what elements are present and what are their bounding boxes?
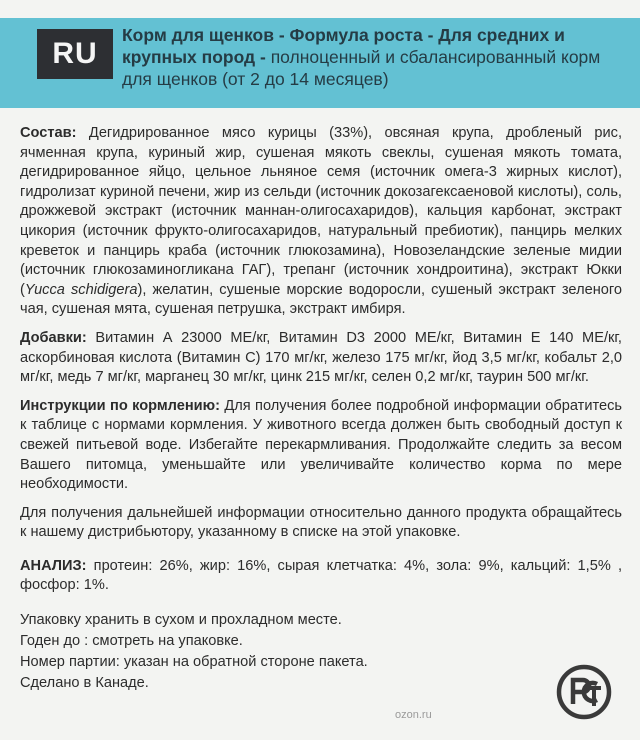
composition-label: Состав: xyxy=(20,125,77,141)
product-title xyxy=(122,24,627,90)
certification-mark-icon xyxy=(556,664,612,720)
watermark: ozon.ru xyxy=(395,709,432,721)
composition-latin-name: Yucca schidigera xyxy=(24,281,138,298)
additives-label: Добавки: xyxy=(20,329,87,346)
additives-text: Витамин А 23000 МЕ/кг, Витамин D3 2000 МЕ/кг, Витамин Е 140 МЕ/кг, аскорбиновая кислота (Витамин С) 170 мг/кг, железо 175 мг/кг, йод 3,5 мг/кг, кобальт 2,0 мг/кг, медь 7 мг/кг, марганец 30 мг/кг, цинк 215 мг/кг, селен 0,2 мг/кг, таурин 500 мг/кг. xyxy=(20,329,622,386)
analysis-text: протеин: 26%, жир: 16%, сырая клетчатка: 4%, зола: 9%, кальций: 1,5% , фосфор: 1%. xyxy=(20,557,622,594)
storage-made-in: Сделано в Канаде. xyxy=(20,675,149,692)
composition-text-end: ), желатин, сушеные морские водоросли, сушеный экстракт зеленого чая, сушеная мята, сушеная петрушка, экстракт имбиря. xyxy=(20,281,622,318)
storage-info xyxy=(20,610,622,694)
feeding-label: Инструкции по кормлению: xyxy=(20,397,220,414)
analysis-section xyxy=(20,557,622,596)
language-badge: RU xyxy=(37,29,113,79)
composition-text: Дегидрированное мясо курицы (33%), овсяная крупа, дробленый рис, ячменная крупа, куриный жир, сушеная мякоть свеклы, сушеная мякоть томата, дегидрированное яйцо, цельное льняное семя (источник омега-3 жирных кислот), гидролизат куриной печени, жир из сельди (источник докозагексаеновой кислоты), соль, дрожжевой экстракт (источник маннан-олигосахаридов), кальция карбонат, экстракт цикория (источник фрукто-олигосахаридов, натуральный пребиотик), панцирь мелких креветок и панцирь краба (источник глюкозамина), Новозеландские зеленые мидии (источник глюкозаминогликана ГАГ), трепанг (источник хондроитина), экстракт Юкки ( xyxy=(20,125,622,298)
product-title-bold: Корм для щенков - Формула роста - Для средних и крупных пород - xyxy=(122,25,565,67)
storage-keep: Упаковку хранить в сухом и прохладном месте. xyxy=(20,612,342,629)
analysis-label: АНАЛИЗ: xyxy=(20,557,87,574)
feeding-section xyxy=(20,397,622,495)
product-title-regular: полноценный и сбалансированный корм для щенков (от 2 до 14 месяцев) xyxy=(122,47,601,89)
feeding-text: Для получения более подробной информации обратитесь к таблице с нормами кормления. У животного всегда должен быть свободный доступ к свежей питьевой воде. Избегайте перекармливания. Продолжайте следить за весом Вашего питомца, уменьшайте или увеличивайте количество корма по мере необходимости. xyxy=(20,397,623,493)
label-body xyxy=(20,124,622,694)
storage-batch: Номер партии: указан на обратной стороне пакета. xyxy=(20,654,368,671)
distributor-note: Для получения дальнейшей информации относительно данного продукта обращайтесь к нашему дистрибьютору, указанному в списке на этой упаковке. xyxy=(20,504,622,541)
storage-best-before: Годен до : смотреть на упаковке. xyxy=(20,633,243,650)
composition-section xyxy=(20,124,622,320)
additives-section xyxy=(20,329,622,388)
